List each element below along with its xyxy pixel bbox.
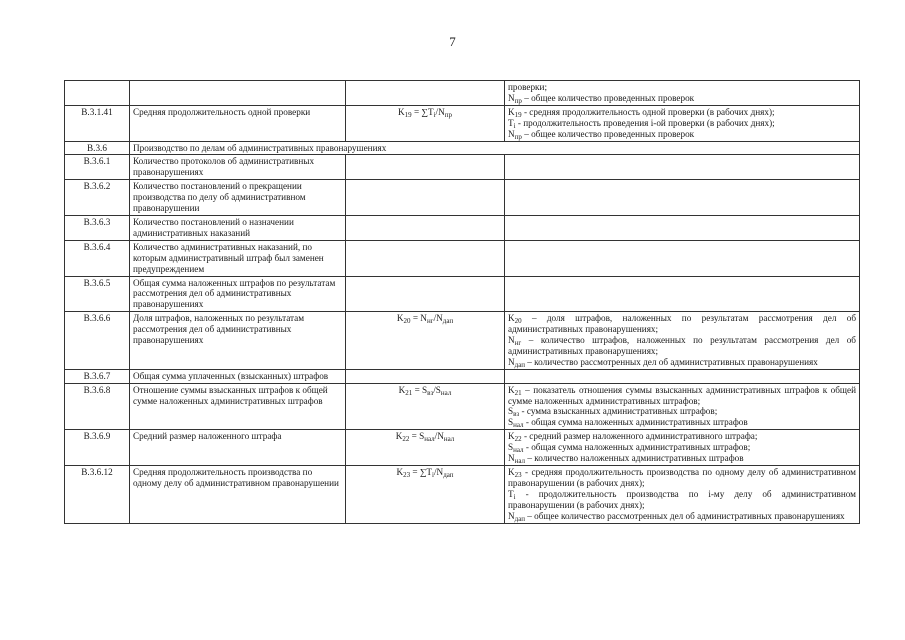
variable-definition: - общая сумма наложенных административных штрафов (523, 417, 748, 428)
table-row (65, 276, 860, 312)
variable-subscript: вз (513, 410, 520, 419)
variable-definition: – показатель отношения суммы взысканных административных штрафов к общей сумме наложенных административных штрафов; (508, 384, 856, 406)
variable-definition: – общее количество рассмотренных дел об административных правонарушениях (524, 510, 845, 521)
indicator-name: Количество постановлений о назначении административных наказаний (130, 215, 346, 240)
variable-subscript: 19 (514, 110, 522, 119)
description-cell (505, 466, 860, 524)
variable-subscript: 20 (514, 317, 522, 326)
variable-symbol: K (508, 106, 515, 117)
indicator-code: В.3.6.9 (65, 430, 130, 466)
formula-cell (346, 240, 505, 276)
variable-definition: - средний размер наложенного административного штрафа; (521, 431, 758, 442)
table-row (65, 105, 860, 141)
formula-subscript: нал (443, 435, 455, 444)
variable-symbol: K (508, 467, 515, 477)
description-line: проверки; (508, 82, 547, 92)
description-cell (505, 369, 860, 383)
formula-subscript: i (433, 110, 436, 119)
indicator-code: В.3.6.6 (65, 312, 130, 370)
description-line (508, 417, 856, 428)
variable-definition: - общая сумма наложенных административных штрафов; (523, 442, 751, 453)
variable-symbol: N (508, 335, 515, 346)
formula-cell (346, 430, 505, 466)
variable-symbol: T (508, 117, 514, 128)
formula-cell (346, 466, 505, 524)
variable-symbol: K (508, 313, 515, 324)
indicator-code: В.3.6.8 (65, 383, 130, 430)
indicator-code: В.3.6.12 (65, 466, 130, 524)
description-cell (505, 215, 860, 240)
variable-definition: - продолжительность проведения i-ой проверки (в рабочих днях); (515, 117, 775, 128)
description-line (508, 406, 856, 417)
variable-subscript: i (513, 492, 516, 501)
formula-cell (346, 276, 505, 312)
variable-symbol: N (508, 92, 515, 103)
description-cell (505, 276, 860, 312)
variable-subscript: 22 (514, 435, 522, 444)
indicators-table (64, 80, 860, 524)
description-line (508, 335, 856, 357)
description-line (508, 107, 856, 118)
description-line (508, 93, 856, 104)
variable-definition: – количество рассмотренных дел об административных правонарушениях (524, 356, 818, 367)
indicator-code: В.3.6.2 (65, 180, 130, 216)
formula-cell (346, 369, 505, 383)
description-line (508, 453, 856, 464)
description-cell (505, 240, 860, 276)
table-row (65, 430, 860, 466)
indicator-code (65, 81, 130, 106)
variable-definition: – количество наложенных административных штрафов (525, 453, 744, 464)
variable-subscript: i (513, 121, 516, 130)
page-number: 7 (449, 34, 456, 49)
formula-symbol: K (398, 384, 406, 395)
variable-subscript: дап (514, 360, 525, 369)
formula-symbol: = ∑T (410, 467, 433, 477)
formula-cell (346, 180, 505, 216)
indicator-name: Средняя продолжительность производства по одному делу об административном правонарушении (130, 466, 346, 524)
table-row (65, 180, 860, 216)
variable-subscript: дап (514, 514, 525, 523)
formula-cell (346, 312, 505, 370)
table-row (65, 155, 860, 180)
variable-symbol: K (508, 431, 515, 442)
variable-subscript: 23 (514, 471, 522, 479)
formula-cell (346, 155, 505, 180)
description-cell (505, 105, 860, 141)
formula-symbol: = S (412, 384, 428, 395)
formula-symbol: = ∑T (411, 106, 434, 117)
formula-subscript: i (432, 471, 434, 479)
formula-symbol: /S (433, 384, 441, 395)
formula-subscript: нг (426, 317, 434, 326)
variable-symbol: N (508, 128, 515, 139)
formula-symbol: /N (434, 467, 444, 477)
description-cell (505, 312, 860, 370)
variable-subscript: нал (514, 457, 526, 466)
table-row (65, 312, 860, 370)
indicator-name: Количество постановлений о прекращении производства по делу об административном правонарушении (130, 180, 346, 216)
indicator-code: В.3.6.5 (65, 276, 130, 312)
formula-symbol: K (396, 313, 404, 324)
indicator-code: В.3.1.41 (65, 105, 130, 141)
indicator-name: Общая сумма наложенных штрафов по результатам рассмотрения дел об административных правонарушениях (130, 276, 346, 312)
variable-subscript: нал (513, 446, 524, 455)
formula-cell (346, 215, 505, 240)
indicator-name: Отношение суммы взысканных штрафов к общей сумме наложенных административных штрафов (130, 383, 346, 430)
description-cell (505, 155, 860, 180)
variable-symbol: S (508, 442, 514, 453)
formula-subscript: 21 (405, 388, 413, 397)
formula-subscript: 19 (404, 110, 412, 119)
indicator-name: Количество административных наказаний, по которым административный штраф был заменен предупреждением (130, 240, 346, 276)
description-cell (505, 81, 860, 106)
indicator-code: В.3.6 (65, 141, 130, 155)
variable-symbol: N (508, 356, 515, 367)
table-row (65, 369, 860, 383)
description-line (508, 313, 856, 335)
table-row (65, 240, 860, 276)
indicator-code: В.3.6.1 (65, 155, 130, 180)
description-line (508, 489, 856, 511)
variable-subscript: нг (514, 339, 522, 348)
indicator-name: Средний размер наложенного штрафа (130, 430, 346, 466)
formula-symbol: = S (409, 431, 425, 442)
formula-symbol: /N (434, 431, 444, 442)
section-title: Производство по делам об административных правонарушениях (130, 141, 860, 155)
description-cell (505, 430, 860, 466)
indicator-code: В.3.6.4 (65, 240, 130, 276)
formula-subscript: 20 (403, 317, 411, 326)
description-line (508, 442, 856, 453)
description-line (508, 431, 856, 442)
description-line (508, 385, 856, 407)
description-line (508, 467, 856, 489)
variable-definition: - средняя продолжительность одной проверки (в рабочих днях); (521, 106, 775, 117)
table-row (65, 466, 860, 524)
description-line (508, 511, 856, 522)
indicator-name (130, 81, 346, 106)
variable-symbol: T (508, 488, 514, 499)
table-row (65, 81, 860, 106)
formula-symbol: /N (433, 313, 443, 324)
indicator-name: Средняя продолжительность одной проверки (130, 105, 346, 141)
variable-definition: – количество штрафов, наложенных по результатам рассмотрения дел об административных правонарушениях; (508, 335, 856, 356)
variable-symbol: S (508, 406, 514, 417)
formula-symbol: K (395, 431, 403, 442)
variable-definition: – доля штрафов, наложенных по результатам рассмотрения дел об административных правонарушениях; (508, 313, 856, 335)
variable-subscript: нал (513, 421, 524, 430)
formula-subscript: дап (442, 317, 454, 326)
description-cell (505, 383, 860, 430)
formula-subscript: нал (440, 388, 452, 397)
description-line (508, 118, 856, 129)
formula-subscript: вз (427, 388, 434, 397)
variable-subscript: 21 (514, 388, 522, 397)
formula-cell (346, 383, 505, 430)
variable-symbol: K (508, 384, 515, 395)
variable-subscript: пр (514, 96, 522, 105)
formula-subscript: 22 (402, 435, 410, 444)
variable-definition: – общее количество проведенных проверок (521, 128, 695, 139)
description-line (508, 357, 856, 368)
formula-symbol: = N (410, 313, 427, 324)
indicator-code: В.3.6.3 (65, 215, 130, 240)
table-row (65, 141, 860, 155)
variable-definition: - продолжительность производства по i-му делу об административном правонарушении (в рабочих днях); (508, 488, 856, 510)
variable-definition: - сумма взысканных административных штрафов; (519, 406, 718, 417)
variable-symbol: S (508, 417, 514, 428)
table-row (65, 215, 860, 240)
formula-subscript: нал (424, 435, 435, 444)
formula-cell (346, 105, 505, 141)
variable-symbol: N (508, 453, 515, 464)
formula-cell (346, 81, 505, 106)
formula-subscript: дап (443, 471, 454, 479)
variable-symbol: N (508, 510, 515, 521)
variable-definition: - средняя продолжительность производства по одному делу об административном правонарушении (в рабочих днях); (508, 467, 856, 488)
formula-subscript: 23 (403, 471, 411, 479)
indicator-code: В.3.6.7 (65, 369, 130, 383)
indicator-name: Общая сумма уплаченных (взысканных) штрафов (130, 369, 346, 383)
description-cell (505, 180, 860, 216)
indicator-name: Количество протоколов об административных правонарушениях (130, 155, 346, 180)
formula-symbol: K (396, 467, 404, 477)
variable-subscript: пр (514, 132, 522, 141)
indicator-name: Доля штрафов, наложенных по результатам рассмотрения дел об административных правонарушениях (130, 312, 346, 370)
formula-symbol: /N (435, 106, 445, 117)
table-row (65, 383, 860, 430)
formula-subscript: пр (444, 110, 452, 119)
variable-definition: – общее количество проведенных проверок (521, 92, 695, 103)
formula-symbol: K (398, 106, 405, 117)
description-line (508, 129, 856, 140)
